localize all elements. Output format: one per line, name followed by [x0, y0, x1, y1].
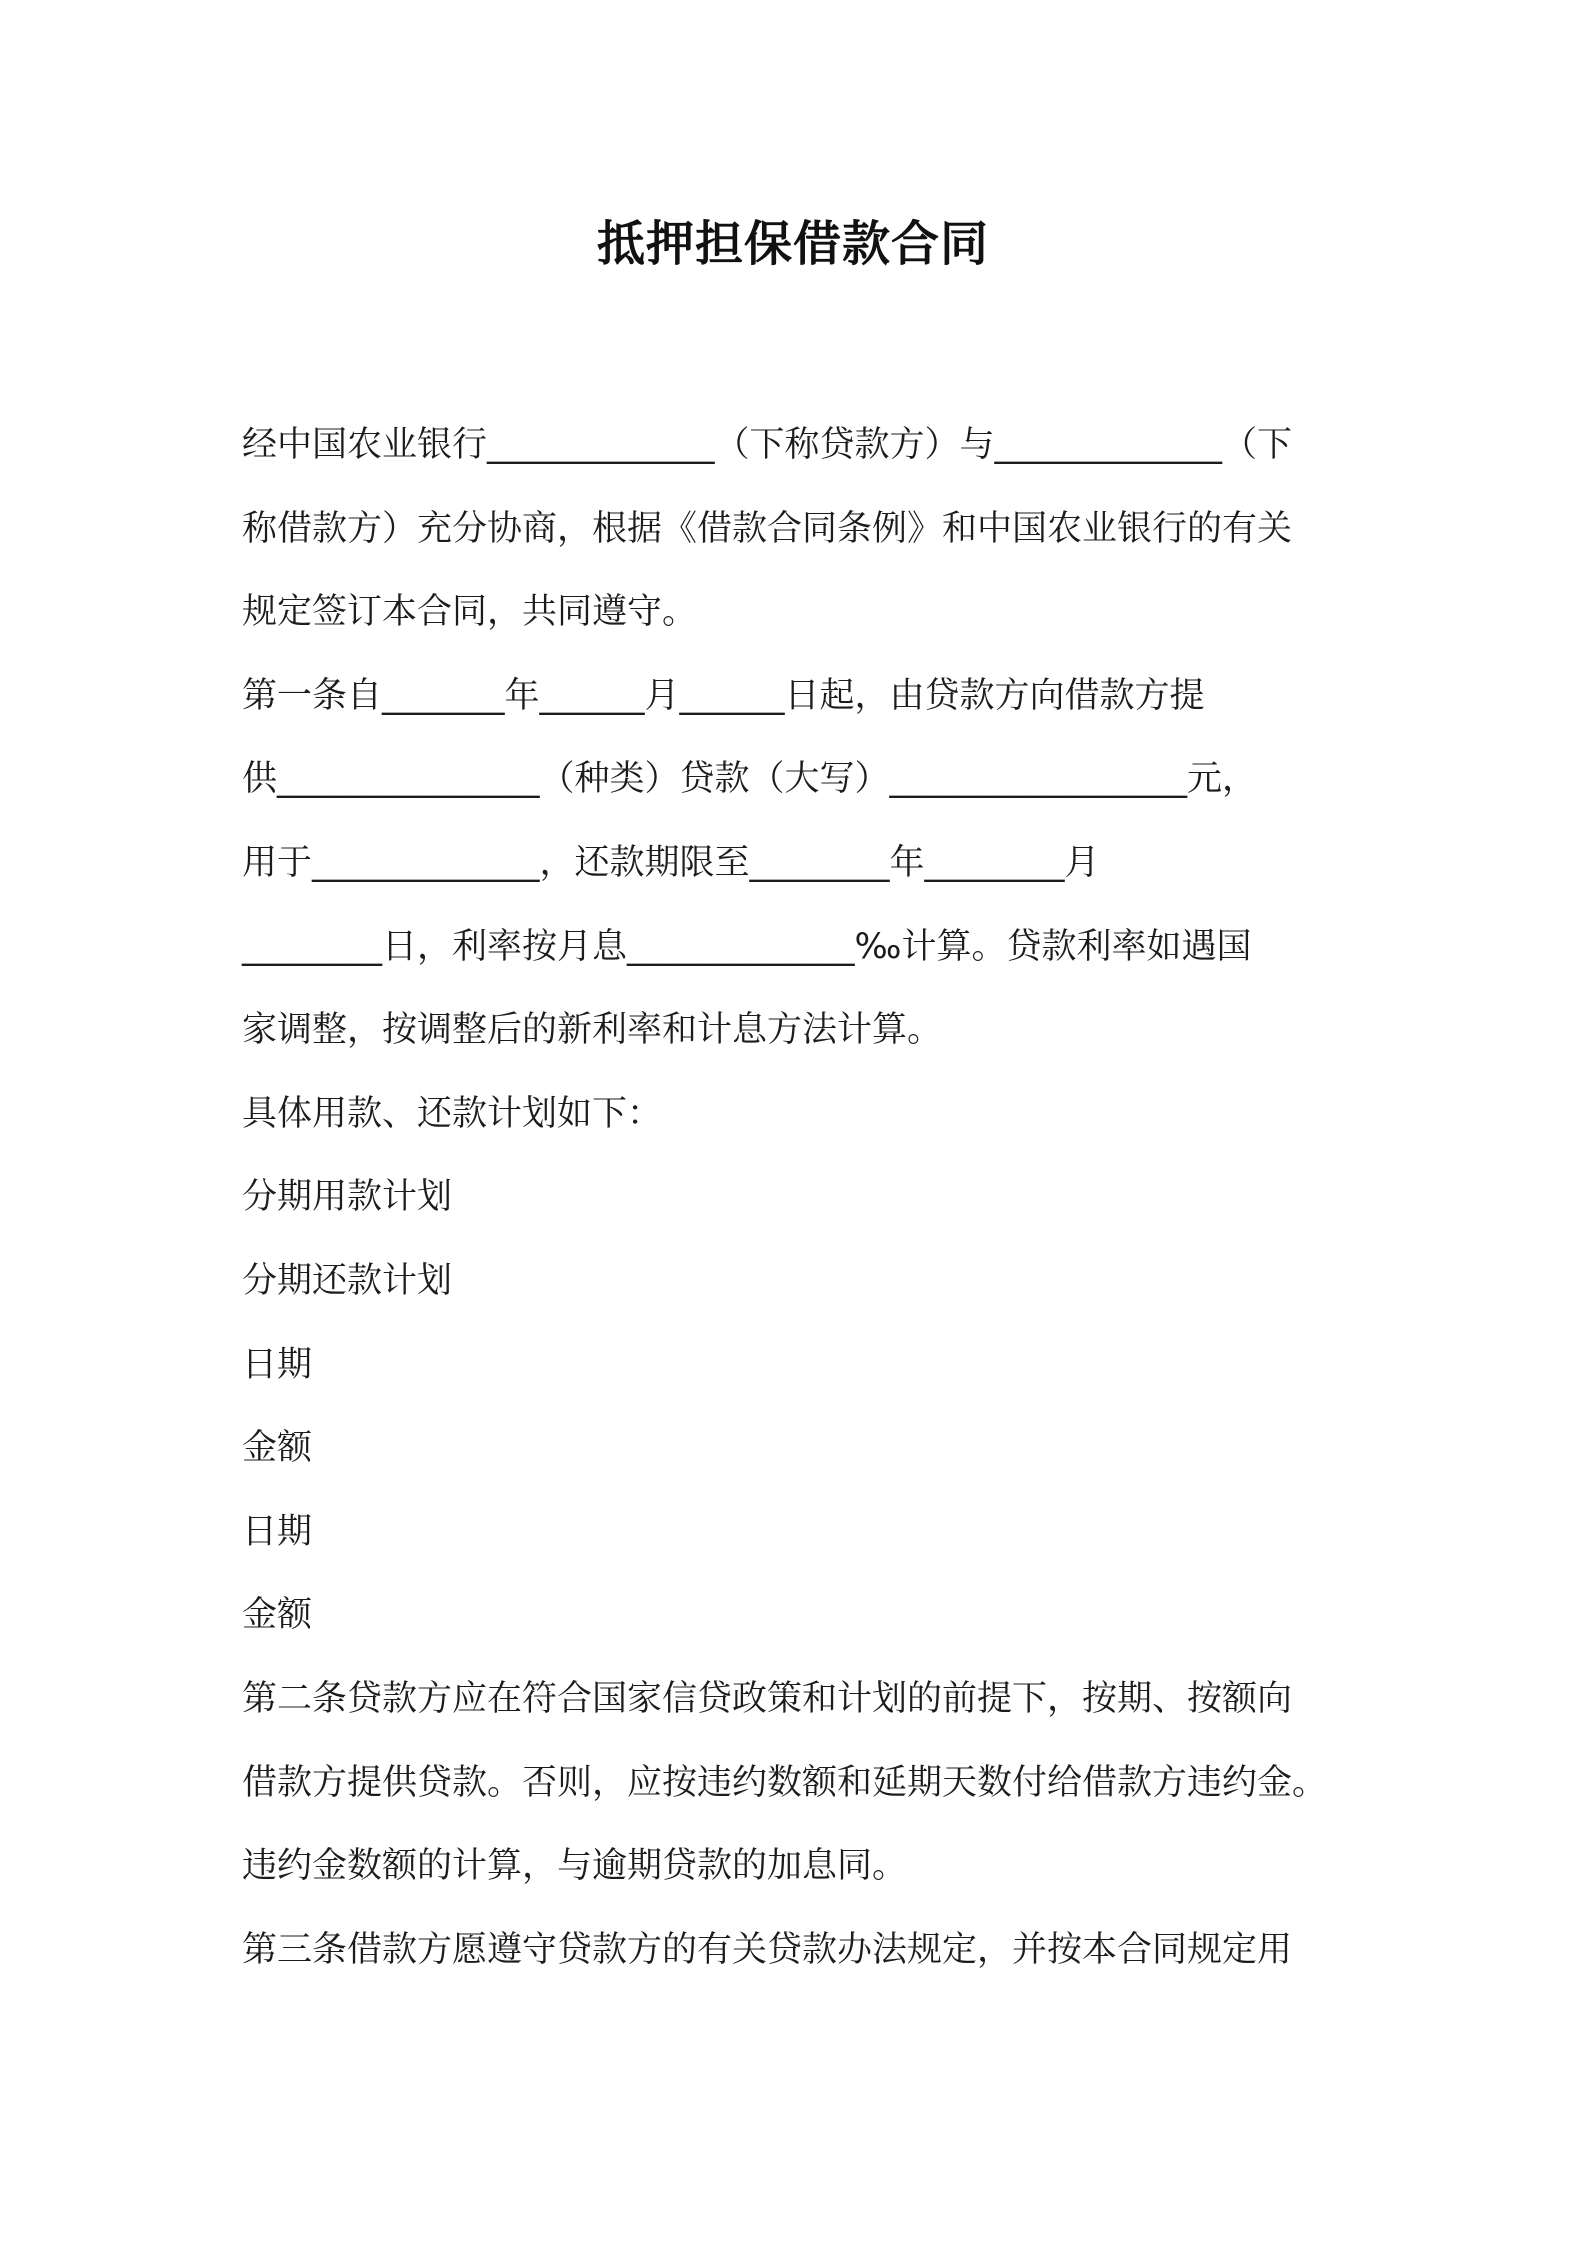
document-title: 抵押担保借款合同 [596, 216, 989, 272]
article-1-line: ________日，利率按月息_____________‰计算。贷款利率如遇国 [242, 926, 1252, 967]
plan-heading: 具体用款、还款计划如下： [242, 1093, 663, 1134]
plan-field-label: 日期 [242, 1511, 313, 1552]
article-3-line: 第三条借款方愿遵守贷款方的有关贷款办法规定，并按本合同规定用 [242, 1929, 1293, 1970]
plan-field-label: 日期 [242, 1344, 313, 1385]
paragraph-line: 经中国农业银行_____________（下称贷款方）与_____________（下 [242, 425, 1293, 465]
article-1-line: 用于_____________，还款期限至________年________月 [242, 842, 1100, 883]
document-body [242, 404, 1362, 1992]
plan-field-label: 金额 [242, 1595, 313, 1636]
plan-item: 分期用款计划 [242, 1177, 453, 1218]
article-2-line: 借款方提供贷款。否则，应按违约数额和延期天数付给借款方违约金。 [242, 1762, 1328, 1803]
plan-item: 分期还款计划 [242, 1260, 453, 1301]
plan-field-label: 金额 [242, 1428, 313, 1469]
article-2-line: 第二条贷款方应在符合国家信贷政策和计划的前提下，按期、按额向 [242, 1678, 1293, 1719]
article-1-line: 第一条自_______年______月______日起，由贷款方向借款方提 [242, 675, 1205, 716]
article-1-line: 供_______________（种类）贷款（大写）_________________元， [242, 759, 1258, 800]
article-2-line: 违约金数额的计算，与逾期贷款的加息同。 [242, 1846, 908, 1887]
paragraph-line: 称借款方）充分协商，根据《借款合同条例》和中国农业银行的有关 [242, 508, 1293, 549]
paragraph-line: 规定签订本合同，共同遵守。 [242, 592, 698, 633]
article-1-line: 家调整，按调整后的新利率和计息方法计算。 [242, 1010, 943, 1051]
